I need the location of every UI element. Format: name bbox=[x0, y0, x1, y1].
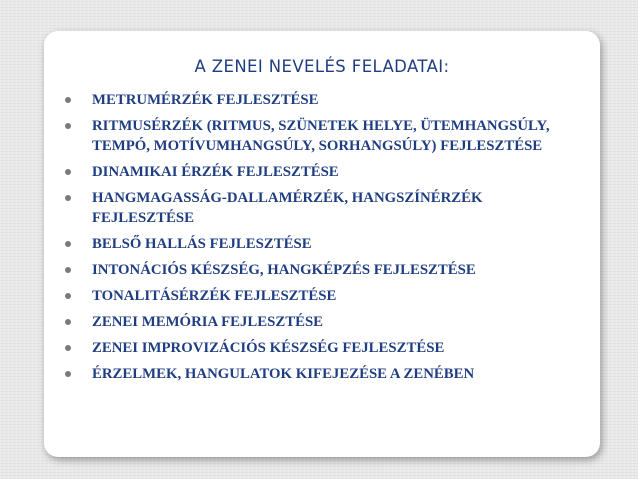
bullet-dot-icon bbox=[65, 241, 71, 247]
bullet-dot-icon bbox=[65, 319, 71, 325]
bullet-dot-icon bbox=[65, 97, 71, 103]
bullet-dot-icon bbox=[65, 195, 71, 201]
bullet-dot-icon bbox=[65, 169, 71, 175]
bullet-item bbox=[44, 234, 572, 254]
bullet-item bbox=[44, 162, 572, 182]
bullet-text: ÉRZELMEK, HANGULATOK KIFEJEZÉSE A ZENÉBEN bbox=[92, 366, 475, 382]
bullet-text: ZENEI MEMÓRIA FEJLESZTÉSE bbox=[92, 314, 324, 330]
bullet-item bbox=[44, 286, 572, 306]
bullet-dot-icon bbox=[65, 371, 71, 377]
bullet-text: INTONÁCIÓS KÉSZSÉG, HANGKÉPZÉS FEJLESZTÉSE bbox=[92, 262, 476, 278]
bullet-dot-icon bbox=[65, 345, 71, 351]
bullet-list bbox=[44, 90, 572, 384]
bullet-text: DINAMIKAI ÉRZÉK FEJLESZTÉSE bbox=[92, 164, 339, 180]
bullet-text: BELSŐ HALLÁS FEJLESZTÉSE bbox=[92, 236, 312, 252]
bullet-text: RITMUSÉRZÉK (RITMUS, SZÜNETEK HELYE, ÜTEMHANGSÚLY, TEMPÓ, MOTÍVUMHANGSÚLY, SORHANGSÚLY) FEJLESZTÉSE bbox=[92, 118, 550, 154]
bullet-dot-icon bbox=[65, 123, 71, 129]
bullet-text: TONALITÁSÉRZÉK FEJLESZTÉSE bbox=[92, 288, 337, 304]
bullet-item bbox=[44, 312, 572, 332]
bullet-text: HANGMAGASSÁG-DALLAMÉRZÉK, HANGSZÍNÉRZÉK FEJLESZTÉSE bbox=[92, 190, 483, 226]
bullet-dot-icon bbox=[65, 267, 71, 273]
bullet-item bbox=[44, 188, 572, 228]
bullet-dot-icon bbox=[65, 293, 71, 299]
slide-title: A ZENEI NEVELÉS FELADATAI: bbox=[194, 57, 450, 76]
bullet-item bbox=[44, 260, 572, 280]
bullet-text: ZENEI IMPROVIZÁCIÓS KÉSZSÉG FEJLESZTÉSE bbox=[92, 340, 445, 356]
slide-card bbox=[44, 31, 600, 457]
bullet-item bbox=[44, 90, 572, 110]
bullet-item bbox=[44, 364, 572, 384]
bullet-item bbox=[44, 116, 572, 156]
bullet-item bbox=[44, 338, 572, 358]
bullet-text: METRUMÉRZÉK FEJLESZTÉSE bbox=[92, 92, 319, 108]
